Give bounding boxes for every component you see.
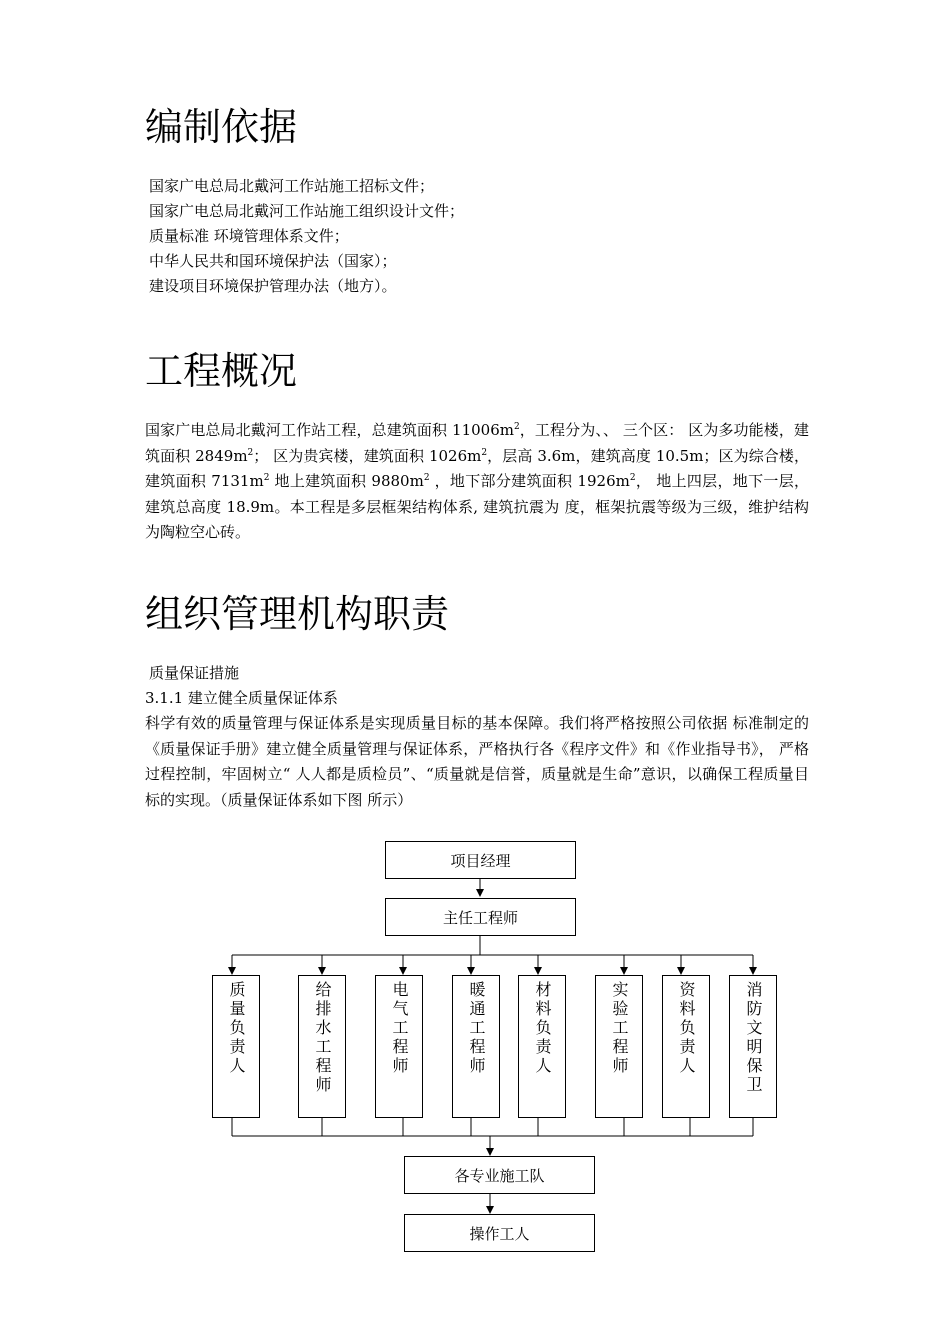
list-item: 质量标准 环境管理体系文件； (149, 227, 349, 245)
subheading-quality-measures: 质量保证措施 (149, 664, 240, 682)
list-item: 建设项目环境保护管理办法（地方）。 (149, 277, 397, 295)
org-box-role: 材料负责人 (518, 975, 566, 1118)
org-box-construction-teams: 各专业施工队 (404, 1156, 595, 1194)
org-box-role: 给排水工程师 (298, 975, 346, 1118)
heading-overview: 工程概况 (145, 349, 298, 393)
heading-basis: 编制依据 (145, 105, 298, 149)
org-box-project-manager: 项目经理 (385, 841, 576, 879)
list-item: 国家广电总局北戴河工作站施工组织设计文件； (149, 202, 465, 220)
list-item: 中华人民共和国环境保护法（国家）； (149, 252, 397, 270)
subheading-quality-system: 3.1.1 建立健全质量保证体系 (145, 689, 338, 707)
org-box-role: 电气工程师 (375, 975, 423, 1118)
overview-paragraph: 国家广电总局北戴河工作站工程，总建筑面积 $11006m^2$，工程分为、、 三个区： 区为多功能楼，建筑面积 $2849m^2$； 区为贵宾楼，建筑面积 $1026m^2$，层高 3.6m，建筑高度 10.5m；区为综合楼，建筑面积 $7131m^2$ 地上建筑面积 $9880m^2$ ，地下部分建筑面积 $1926m^2$， 地上四层，地下一层，建筑总高度 18.9m。本工程是多层框架结构体系, 建筑抗震为 度，框架抗震等级为三级，维护结构为陶粒空心砖。 (145, 421, 810, 541)
org-box-workers: 操作工人 (404, 1214, 595, 1252)
list-item: 国家广电总局北戴河工作站施工招标文件； (149, 177, 435, 195)
org-box-role: 消防文明保卫 (729, 975, 777, 1118)
quality-paragraph: 科学有效的质量管理与保证体系是实现质量目标的基本保障。我们将严格按照公司依据 标准制定的《质量保证手册》建立健全质量管理与保证体系，严格执行各《程序文件》和《作业指导书》， 严格过程控制，牢固树立“ 人人都是质检员”、“质量就是信誉，质量就是生命”意识，以确保工程质量目标的实现。（质量保证体系如下图 所示） (145, 714, 809, 809)
org-box-role: 暖通工程师 (452, 975, 500, 1118)
heading-organization: 组织管理机构职责 (145, 592, 450, 636)
org-box-role: 质量负责人 (212, 975, 260, 1118)
org-box-chief-engineer: 主任工程师 (385, 898, 576, 936)
org-box-role: 资料负责人 (662, 975, 710, 1118)
org-box-role: 实验工程师 (595, 975, 643, 1118)
